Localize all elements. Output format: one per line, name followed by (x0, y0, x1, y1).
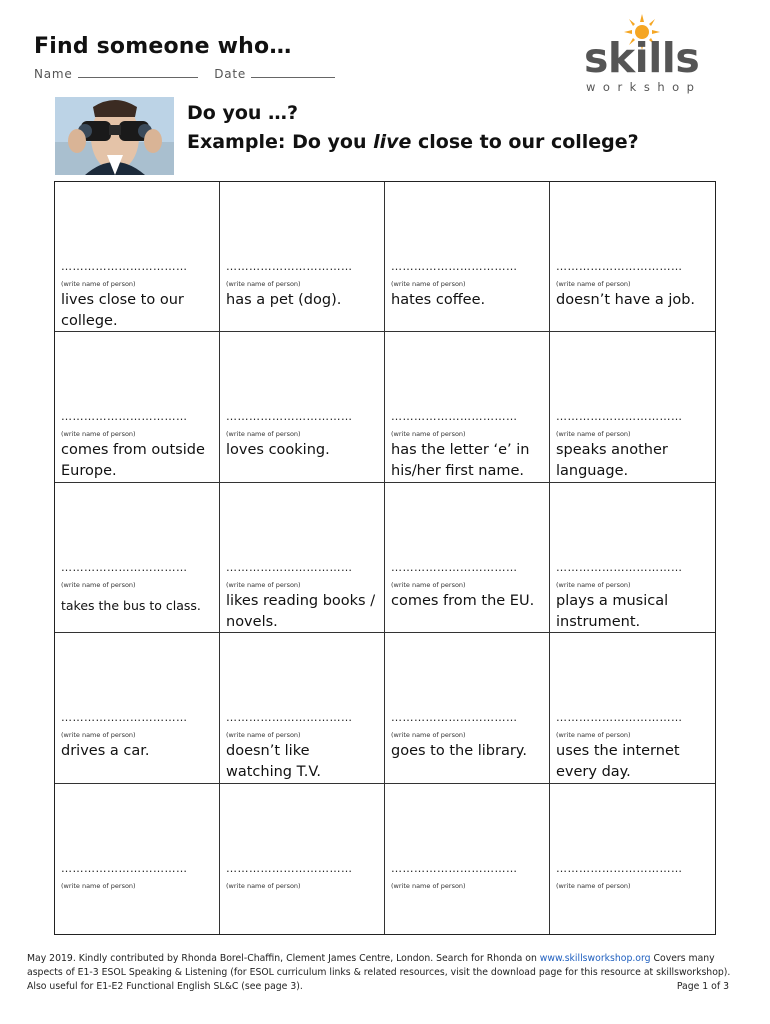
skills-workshop-logo (582, 14, 722, 96)
grid-cell[interactable] (550, 784, 715, 934)
name-blank-line[interactable]: …………………………… (61, 560, 188, 574)
name-blank-line[interactable]: …………………………… (391, 711, 518, 725)
name-blank-line[interactable]: …………………………… (556, 260, 683, 273)
date-blank (251, 66, 335, 78)
worksheet-title: Find someone who… (34, 34, 292, 59)
write-name-hint: (write name of person) (391, 580, 466, 589)
grid-cell[interactable] (385, 182, 550, 332)
binoculars-photo (55, 97, 174, 175)
name-blank-line[interactable]: …………………………… (226, 711, 353, 725)
example-prefix: Example: Do you (187, 131, 374, 153)
write-name-hint: (write name of person) (391, 881, 466, 890)
cell-description: plays a musical instrument. (556, 592, 669, 630)
name-blank-line[interactable]: …………………………… (61, 711, 188, 725)
skillsworkshop-link[interactable]: www.skillsworkshop.org (539, 953, 651, 964)
write-name-hint: (write name of person) (556, 430, 631, 439)
name-blank-line[interactable]: …………………………… (556, 861, 683, 875)
write-name-hint: (write name of person) (61, 430, 136, 439)
write-name-hint: (write name of person) (226, 731, 301, 740)
grid-cell[interactable] (220, 633, 385, 783)
name-blank-line[interactable]: …………………………… (61, 861, 188, 875)
name-blank-line[interactable]: …………………………… (391, 260, 518, 273)
write-name-hint: (write name of person) (556, 881, 631, 890)
logo-word: skills (584, 34, 700, 82)
write-name-hint: (write name of person) (226, 580, 301, 589)
name-blank-line[interactable]: …………………………… (226, 260, 353, 273)
name-blank-line[interactable]: …………………………… (391, 410, 518, 424)
name-blank-line[interactable]: …………………………… (391, 560, 518, 574)
cell-description: has a pet (dog). (226, 292, 342, 308)
grid-cell[interactable] (55, 483, 220, 633)
write-name-hint: (write name of person) (226, 430, 301, 439)
footer-text-2: Covers many aspects of E1-3 ESOL Speaking & Listening (for ESOL curriculum links & related resources, visit the download page for this resource at skillsworkshop). Also useful for E1-E2 Functional English SL&C (see page 3). (27, 953, 731, 992)
grid-cell[interactable] (550, 633, 715, 783)
write-name-hint: (write name of person) (61, 881, 136, 890)
cell-description: takes the bus to class. (61, 597, 201, 613)
name-date-fields (34, 66, 335, 81)
grid-cell[interactable] (55, 784, 220, 934)
grid-cell[interactable] (55, 633, 220, 783)
cell-description: goes to the library. (391, 743, 527, 760)
find-someone-grid (54, 181, 716, 935)
write-name-hint: (write name of person) (391, 280, 466, 288)
cell-description: speaks another language. (556, 442, 668, 480)
write-name-hint: (write name of person) (226, 881, 301, 890)
name-blank-line[interactable]: …………………………… (61, 260, 188, 273)
grid-cell[interactable] (220, 483, 385, 633)
write-name-hint: (write name of person) (61, 580, 136, 589)
grid-cell[interactable] (220, 784, 385, 934)
write-name-hint: (write name of person) (391, 731, 466, 740)
grid-cell[interactable] (385, 332, 550, 482)
name-blank-line[interactable]: …………………………… (556, 711, 683, 725)
write-name-hint: (write name of person) (226, 280, 301, 288)
name-blank-line[interactable]: …………………………… (556, 410, 683, 424)
name-blank-line[interactable]: …………………………… (61, 410, 188, 424)
write-name-hint: (write name of person) (556, 280, 631, 288)
name-blank (78, 66, 198, 78)
name-blank-line[interactable]: …………………………… (226, 861, 353, 875)
name-blank-line[interactable]: …………………………… (391, 861, 518, 875)
cell-description: drives a car. (61, 743, 150, 760)
cell-description: loves cooking. (226, 442, 330, 459)
grid-cell[interactable] (385, 784, 550, 934)
grid-cell[interactable] (385, 633, 550, 783)
write-name-hint: (write name of person) (556, 580, 631, 589)
grid-cell[interactable] (550, 332, 715, 482)
grid-cell[interactable] (220, 332, 385, 482)
cell-description: doesn’t like watching T.V. (226, 743, 322, 781)
grid-cell[interactable] (55, 182, 220, 332)
cell-description: doesn’t have a job. (556, 292, 696, 308)
footer-note (27, 952, 739, 994)
write-name-hint: (write name of person) (61, 280, 136, 288)
cell-description: comes from outside Europe. (61, 442, 205, 480)
name-label: Name (34, 67, 73, 81)
write-name-hint: (write name of person) (556, 731, 631, 740)
grid-cell[interactable] (385, 483, 550, 633)
footer-text-1: May 2019. Kindly contributed by Rhonda Borel-Chaffin, Clement James Centre, London. Search for Rhonda on (27, 953, 540, 964)
example-verb: live (373, 131, 412, 153)
name-blank-line[interactable]: …………………………… (556, 560, 683, 574)
grid-cell[interactable] (550, 182, 715, 332)
name-blank-line[interactable]: …………………………… (226, 560, 353, 574)
cell-description: likes reading books / novels. (226, 592, 376, 630)
grid-cell[interactable] (55, 332, 220, 482)
page-number: Page 1 of 3 (676, 981, 729, 992)
question-heading: Do you …? (187, 102, 299, 124)
example-question (187, 131, 639, 153)
grid-cell[interactable] (220, 182, 385, 332)
write-name-hint: (write name of person) (391, 430, 466, 439)
name-blank-line[interactable]: …………………………… (226, 410, 353, 424)
cell-description: has the letter ‘e’ in his/her first name. (391, 442, 530, 480)
cell-description: comes from the EU. (391, 592, 535, 609)
cell-description: uses the internet every day. (556, 743, 680, 781)
write-name-hint: (write name of person) (61, 731, 136, 740)
date-label: Date (214, 67, 247, 81)
cell-description: lives close to our college. (61, 292, 184, 329)
grid-cell[interactable] (550, 483, 715, 633)
cell-description: hates coffee. (391, 292, 486, 308)
example-suffix: close to our college? (411, 131, 639, 153)
logo-subword: workshop (586, 80, 702, 94)
